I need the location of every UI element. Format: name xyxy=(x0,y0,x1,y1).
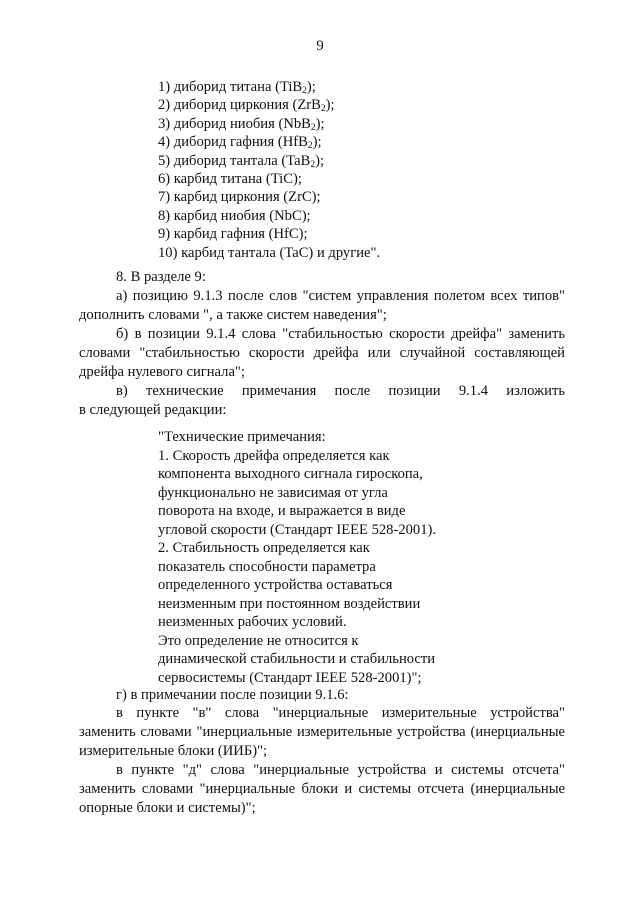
materials-list xyxy=(158,78,380,262)
list-item: 5) диборид тантала (TaB$_2$); xyxy=(158,152,324,170)
list-item: 8) карбид ниобия (NbC); xyxy=(158,207,311,224)
note-line: неизменных рабочих условий. xyxy=(158,614,347,630)
item-a-paragraph: а) позицию 9.1.3 после слов "систем управления полетом всех типов" дополнить словами ", а также систем наведения"; xyxy=(79,288,565,323)
note-line: 1. Скорость дрейфа определяется как xyxy=(158,447,390,464)
note-line: Это определение не относится к xyxy=(158,632,359,649)
list-item: 10) карбид тантала (TaC) и другие". xyxy=(158,244,381,261)
note-line: определенного устройства оставаться xyxy=(158,577,393,593)
note-line: функционально не зависимая от угла xyxy=(158,484,388,501)
list-item: 4) диборид гафния (HfB$_2$); xyxy=(158,134,322,152)
item-g-paragraph-2: в пункте "д" слова "инерциальные устройства и системы отсчета" заменить словами "инерциальные блоки и системы отсчета (инерциальные опорные блоки и системы)"; xyxy=(79,762,565,816)
list-item: 7) карбид циркония (ZrC); xyxy=(158,189,321,206)
technical-notes-block xyxy=(158,428,436,687)
item-b-paragraph: б) в позиции 9.1.4 слова "стабильностью скорости дрейфа" заменить словами "стабильностью скорости дрейфа или случайной составляющей дрейфа нулевого сигнала"; xyxy=(79,326,565,380)
note-line: "Технические примечания: xyxy=(158,429,326,445)
note-line: динамической стабильности и стабильности xyxy=(158,651,436,667)
item-v-paragraph xyxy=(79,382,565,420)
note-line: поворота на входе, и выражается в виде xyxy=(158,503,406,519)
note-line: неизменным при постоянном воздействии xyxy=(158,595,421,612)
list-item: 9) карбид гафния (HfC); xyxy=(158,226,308,243)
list-item: 6) карбид титана (TiC); xyxy=(158,170,302,187)
item-g-heading: г) в примечании после позиции 9.1.6: xyxy=(116,687,349,703)
note-line: 2. Стабильность определяется как xyxy=(158,540,370,556)
list-item: 2) диборид циркония (ZrB$_2$); xyxy=(158,97,335,115)
note-line: угловой скорости (Стандарт IEEE 528-2001). xyxy=(158,521,437,538)
note-line: показатель способности параметра xyxy=(158,558,376,575)
note-line: компонента выходного сигнала гироскопа, xyxy=(158,466,423,482)
page-number: 9 xyxy=(316,38,324,54)
section-8-heading: 8. В разделе 9: xyxy=(116,269,206,285)
item-v-line: в следующей редакции: xyxy=(79,402,227,418)
list-item: 1) диборид титана (TiB$_2$); xyxy=(158,79,316,96)
note-line: сервосистемы (Стандарт IEEE 528-2001)"; xyxy=(158,669,422,686)
item-v-line: в) технические примечания после позиции 9.1.4 изложить xyxy=(116,383,565,399)
item-g-paragraph-1: в пункте "в" слова "инерциальные измерительные устройства" заменить словами "инерциальные измерительные устройства (инерциальные измерительные блоки (ИИБ)"; xyxy=(79,705,565,759)
list-item: 3) диборид ниобия (NbB$_2$); xyxy=(158,115,325,133)
